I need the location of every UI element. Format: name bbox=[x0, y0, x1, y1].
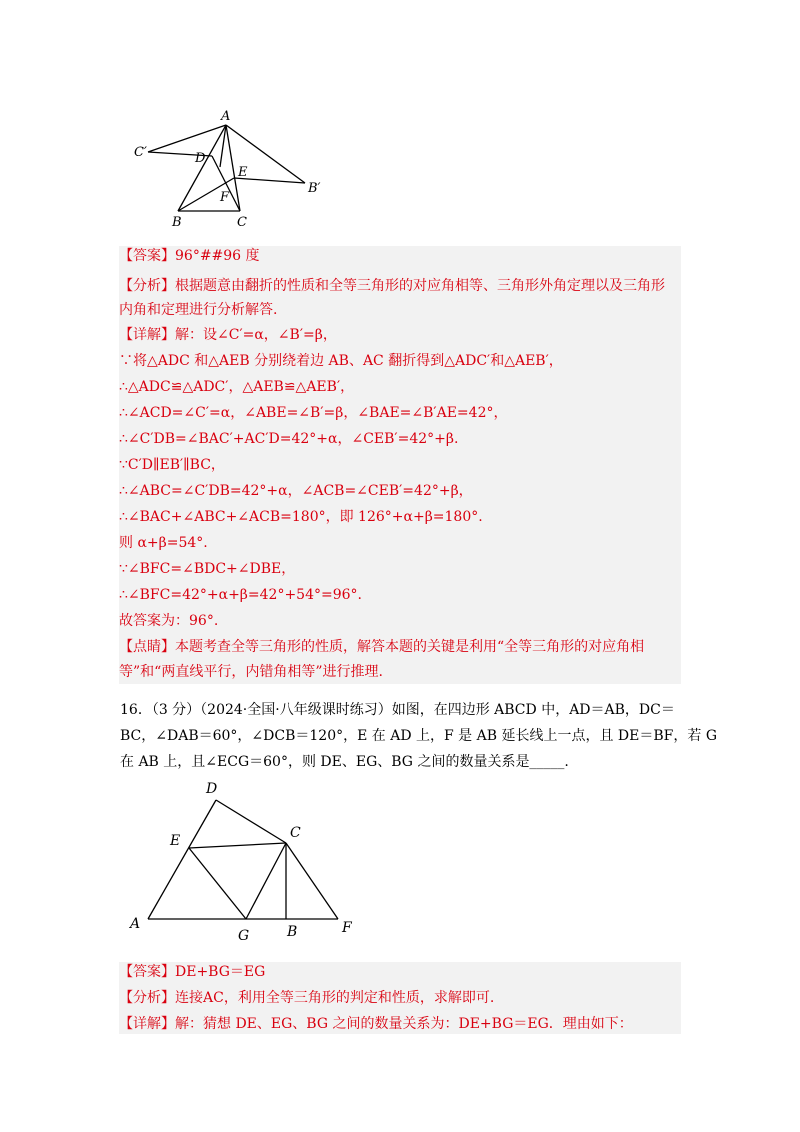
detail-line: ∵C′D∥EB′∥BC， bbox=[119, 457, 225, 473]
detail-line: 故答案为：96°. bbox=[119, 613, 219, 629]
question-16-line: BC，∠DAB＝60°，∠DCB＝120°，E 在 AD 上，F 是 AB 延长线上一点，且 DE＝BF，若 G bbox=[120, 728, 718, 744]
figure-1-diagram bbox=[120, 100, 340, 240]
answer-panel-15 bbox=[119, 246, 681, 684]
detail-line: ∵将△ADC 和△AEB 分别绕着边 AB、AC 翻折得到△ADC′和△AEB′， bbox=[119, 353, 563, 369]
detail-line: 【详解】解：猜想 DE、EG、BG 之间的数量关系为：DE+BG＝EG．理由如下： bbox=[119, 1016, 633, 1032]
label-B-prime: B′ bbox=[308, 181, 321, 196]
comment-line: 【点睛】本题考查全等三角形的性质，解答本题的关键是利用“全等三角形的对应角相 bbox=[119, 639, 645, 655]
detail-line: ∵∠BFC=∠BDC+∠DBE， bbox=[119, 561, 296, 577]
label-D: D bbox=[195, 151, 206, 166]
label-C-prime: C′ bbox=[134, 145, 147, 160]
detail-line: ∴∠BAC+∠ABC+∠ACB=180°，即 126°+α+β=180°. bbox=[119, 509, 483, 525]
detail-line: ∴△ADC≌△ADC′，△AEB≌△AEB′， bbox=[119, 379, 355, 395]
label-E: E bbox=[170, 833, 181, 849]
analysis-line: 内角和定理进行分析解答. bbox=[119, 302, 278, 318]
answer-line: 【答案】DE+BG＝EG bbox=[119, 964, 266, 980]
comment-line: 等”和“两直线平行，内错角相等”进行推理. bbox=[119, 664, 383, 680]
label-A: A bbox=[130, 916, 141, 932]
detail-line: ∴∠BFC=42°+α+β=42°+54°=96°. bbox=[119, 587, 362, 603]
analysis-line: 【分析】连接AC，利用全等三角形的判定和性质，求解即可. bbox=[119, 990, 495, 1006]
question-16-line: 16．（3 分）（2024·全国·八年级课时练习）如图，在四边形 ABCD 中，AD＝AB，DC＝ bbox=[120, 702, 675, 718]
question-16-line: 在 AB 上，且∠ECG＝60°，则 DE、EG、BG 之间的数量关系是_____. bbox=[120, 754, 569, 770]
label-F: F bbox=[220, 190, 230, 205]
answer-panel-16 bbox=[119, 962, 681, 1034]
detail-line: ∴∠ABC=∠C′DB=42°+α，∠ACB=∠CEB′=42°+β， bbox=[119, 483, 473, 499]
detail-line: 则 α+β=54°. bbox=[119, 535, 208, 551]
detail-line: ∴∠ACD=∠C′=α，∠ABE=∠B′=β，∠BAE=∠B′AE=42°， bbox=[119, 405, 508, 421]
label-E: E bbox=[238, 165, 248, 180]
label-G: G bbox=[238, 928, 250, 944]
answer-line: 【答案】96°##96 度 bbox=[119, 248, 260, 264]
label-C: C bbox=[237, 215, 247, 230]
label-F: F bbox=[342, 920, 352, 936]
label-A: A bbox=[221, 109, 231, 124]
label-C: C bbox=[290, 825, 301, 841]
label-B: B bbox=[287, 924, 298, 940]
label-D: D bbox=[206, 781, 218, 797]
figure-2-diagram bbox=[120, 775, 370, 950]
label-B: B bbox=[172, 215, 182, 230]
detail-line: 【详解】解：设∠C′=α，∠B′=β， bbox=[119, 327, 337, 343]
detail-line: ∴∠C′DB=∠BAC′+AC′D=42°+α，∠CEB′=42°+β. bbox=[119, 431, 459, 447]
analysis-line: 【分析】根据题意由翻折的性质和全等三角形的对应角相等、三角形外角定理以及三角形 bbox=[119, 278, 665, 294]
figure-2-lines bbox=[148, 800, 338, 919]
